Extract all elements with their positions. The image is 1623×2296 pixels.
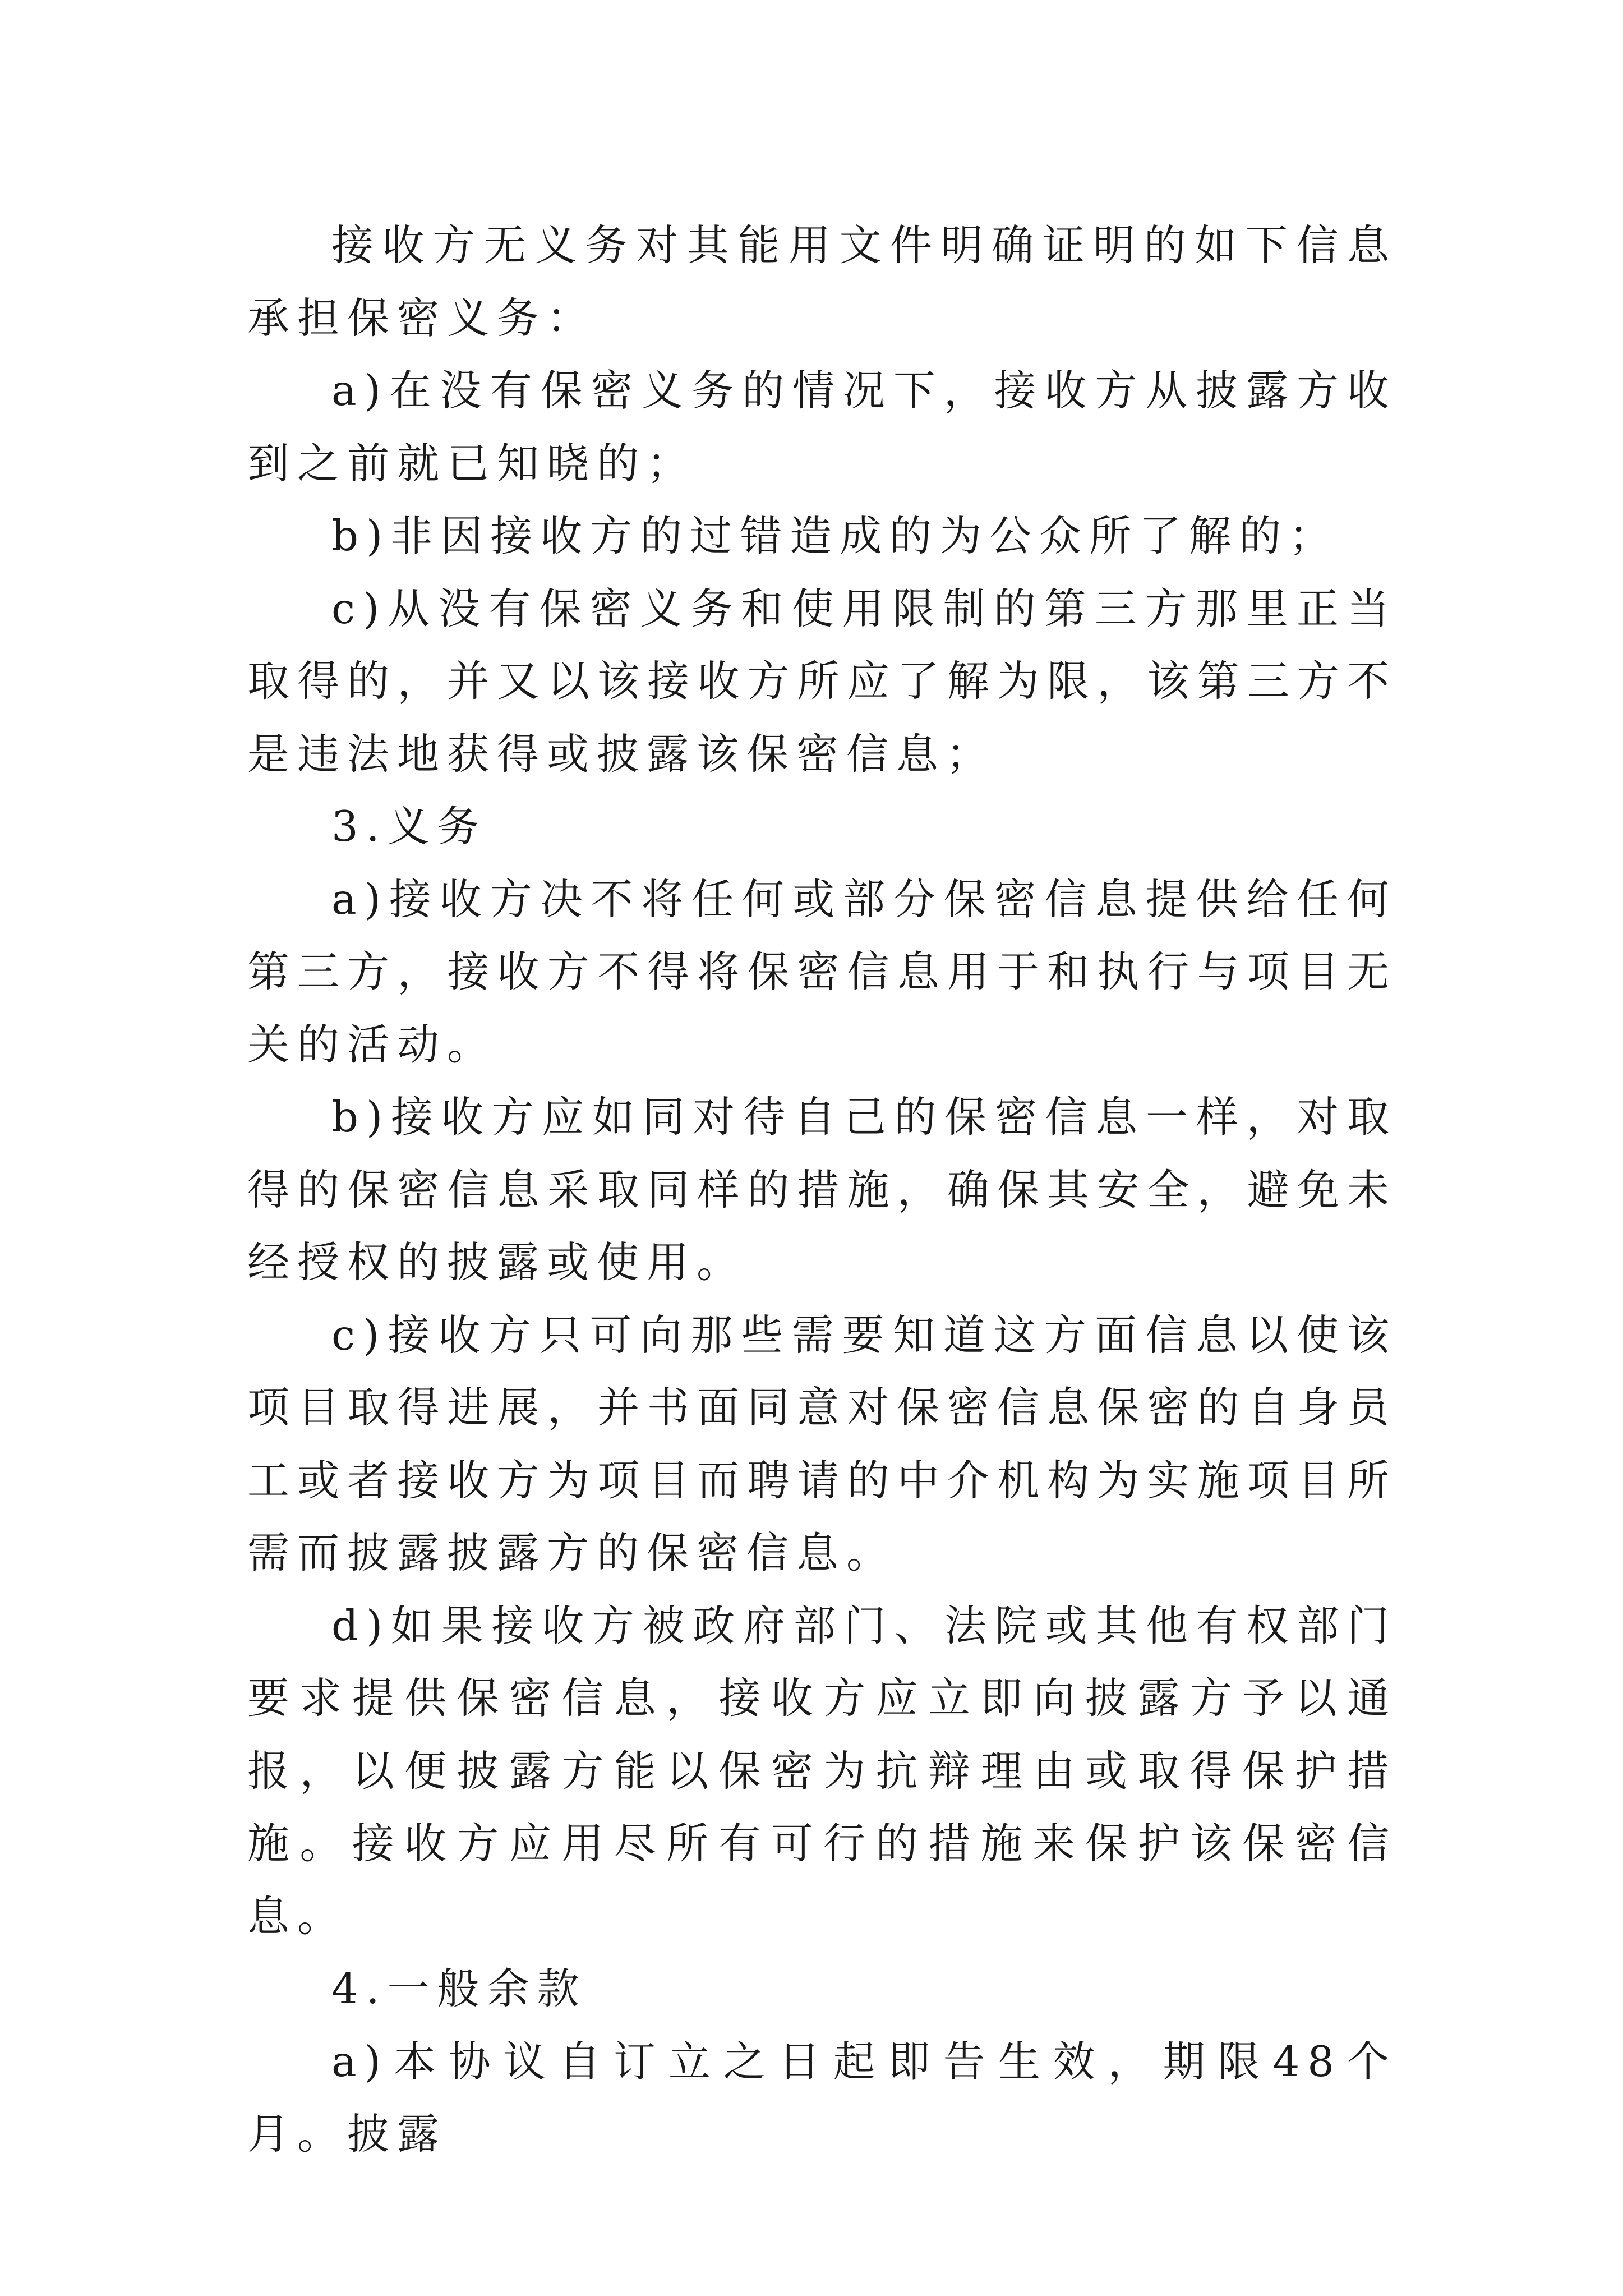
paragraph-clause-b-public: b)非因接收方的过错造成的为公众所了解的； [331,511,1339,560]
paragraph-general-a: a)本协议自订立之日起即告生效，期限48个月。披露 [247,2036,1397,2159]
document-body [247,209,1397,2171]
paragraph-obligation-b: b)接收方应如同对待自己的保密信息一样，对取得的保密信息采取同样的措施，确保其安全，避免未经授权的披露或使用。 [247,1092,1397,1287]
paragraph-intro: 接收方无义务对其能用文件明确证明的如下信息承担保密义务： [247,220,1397,343]
paragraph-obligation-a: a)接收方决不将任何或部分保密信息提供给任何第三方，接收方不得将保密信息用于和执行与项目无关的活动。 [247,874,1397,1069]
paragraph-obligation-d: d)如果接收方被政府部门、法院或其他有权部门要求提供保密信息，接收方应立即向披露方予以通报，以便披露方能以保密为抗辩理由或取得保护措施。接收方应用尽所有可行的措施来保护该保密信息。 [247,1600,1397,1941]
paragraph-clause-a-known: a)在没有保密义务的情况下，接收方从披露方收到之前就已知晓的； [247,366,1397,488]
paragraph-clause-c-third-party: c)从没有保密义务和使用限制的第三方那里正当取得的，并又以该接收方所应了解为限，该第三方不是违法地获得或披露该保密信息； [247,583,1397,779]
section-heading-general-terms: 4.一般余款 [331,1964,587,2013]
paragraph-obligation-c: c)接收方只可向那些需要知道这方面信息以使该项目取得进展，并书面同意对保密信息保密的自身员工或者接收方为项目而聘请的中介机构为实施项目所需而披露披露方的保密信息。 [247,1310,1397,1577]
section-heading-obligations: 3.义务 [331,802,487,851]
